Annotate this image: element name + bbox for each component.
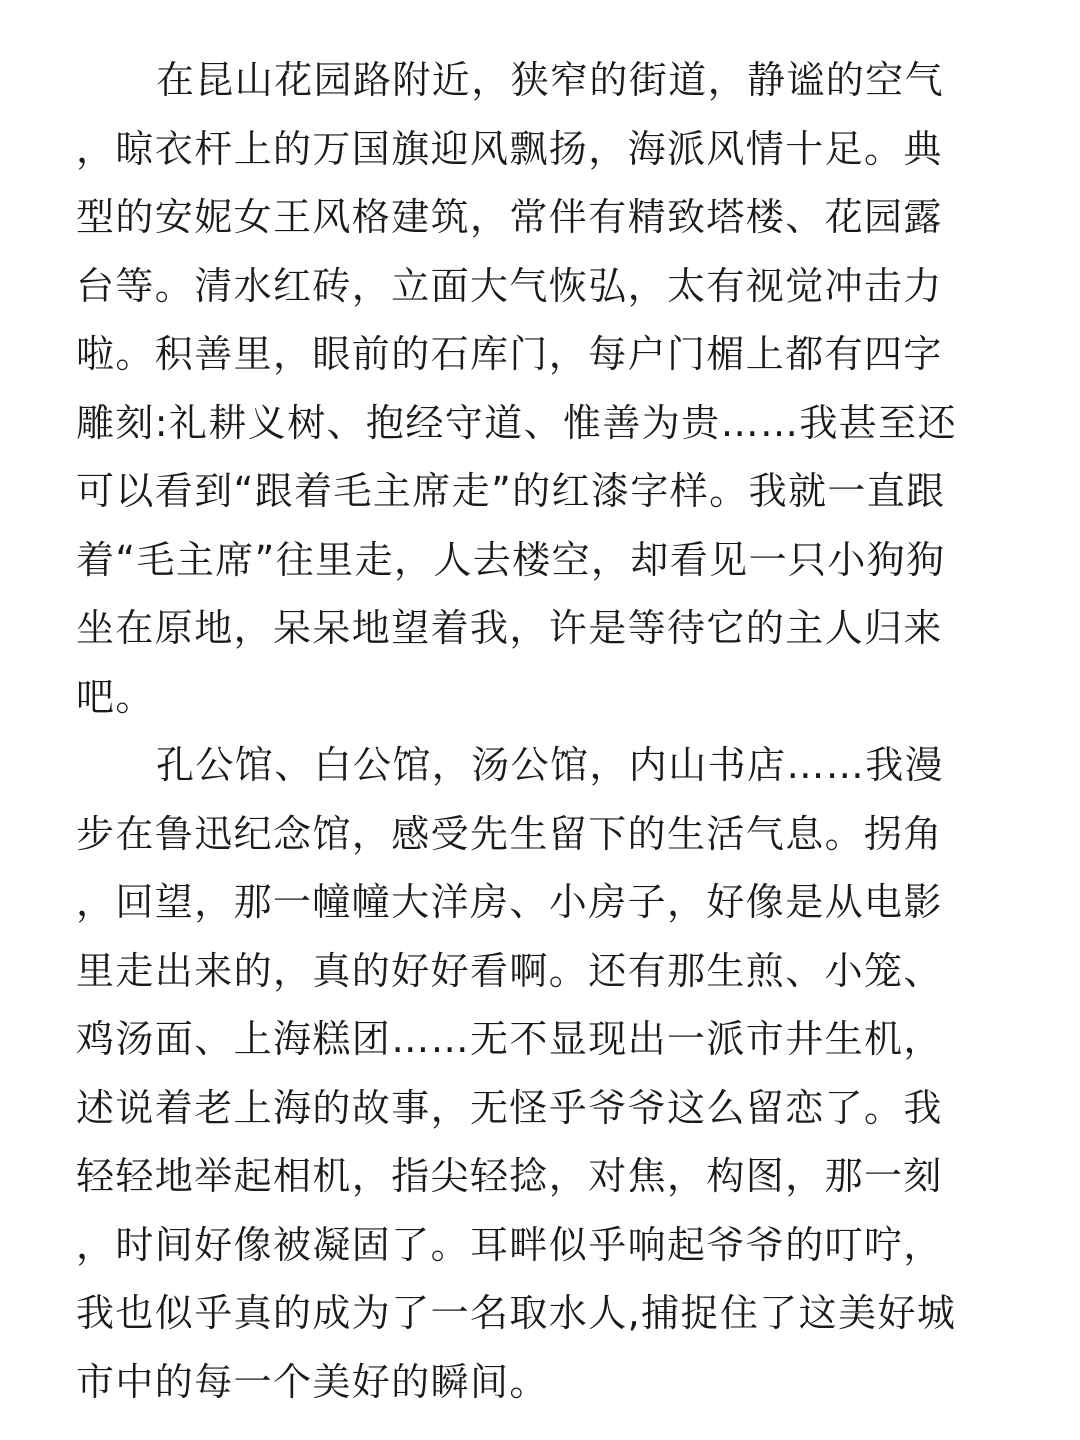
paragraph-1-line: 在昆山花园路附近，狭窄的街道，静谧的空气 bbox=[156, 58, 945, 102]
paragraph-2-line: 我也似乎真的成为了一名取水人,捕捉住了这美好城 bbox=[76, 1291, 957, 1335]
paragraph-1-line: 雕刻:礼耕义树、抱经守道、惟善为贵……我甚至还 bbox=[76, 400, 958, 445]
paragraph-1-line: ，晾衣杆上的万国旗迎风飘扬，海派风情十足。典 bbox=[76, 126, 943, 171]
paragraph-1-line: 型的安妮女王风格建筑，常伴有精致塔楼、花园露 bbox=[76, 195, 943, 239]
paragraph-1-line: 台等。清水红砖，立面大气恢弘，太有视觉冲击力 bbox=[76, 263, 943, 308]
paragraph-1-line: 着“毛主席”往里走，人去楼空，却看见一只小狗狗 bbox=[76, 537, 946, 582]
paragraph-2-line: 鸡汤面、上海糕团……无不显现出一派市井生机， bbox=[76, 1017, 943, 1061]
paragraph-2-line: ，时间好像被凝固了。耳畔似乎响起爷爷的叮咛， bbox=[76, 1222, 943, 1267]
paragraph-2-line: 市中的每一个美好的瞬间。 bbox=[76, 1359, 549, 1404]
paragraph-2-line: 步在鲁迅纪念馆，感受先生留下的生活气息。拐角 bbox=[76, 811, 943, 856]
paragraph-1-line: 啦。积善里，眼前的石库门，每户门楣上都有四字 bbox=[76, 332, 943, 376]
paragraph-1-line: 吧。 bbox=[76, 674, 155, 719]
paragraph-1-line: 坐在原地，呆呆地望着我，许是等待它的主人归来 bbox=[76, 606, 943, 650]
paragraph-2-line: 里走出来的，真的好好看啊。还有那生煎、小笼、 bbox=[76, 948, 943, 993]
article-body bbox=[76, 46, 988, 1416]
paragraph-2-line: 孔公馆、白公馆，汤公馆，内山书店……我漫 bbox=[156, 743, 945, 787]
paragraph-2-line: 轻轻地举起相机，指尖轻捻，对焦，构图，那一刻 bbox=[76, 1154, 943, 1198]
paragraph-2-line: ，回望，那一幢幢大洋房、小房子，好像是从电影 bbox=[76, 880, 943, 924]
paragraph-1-line: 可以看到“跟着毛主席走”的红漆字样。我就一直跟 bbox=[76, 469, 946, 513]
paragraph-2-line: 述说着老上海的故事，无怪乎爷爷这么留恋了。我 bbox=[76, 1085, 943, 1130]
